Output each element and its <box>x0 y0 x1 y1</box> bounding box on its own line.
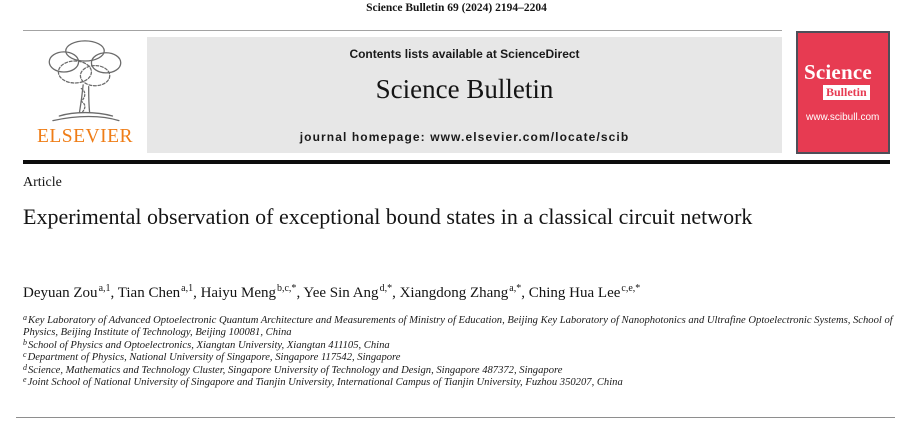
journal-cover <box>796 31 890 154</box>
author-name: Ching Hua Lee <box>528 285 621 301</box>
journal-banner <box>147 37 782 153</box>
affiliation-text: Joint School of National University of Singapore and Tianjin University, International Campus of Tianjin University, Fuzhou 350207, China <box>27 377 623 389</box>
elsevier-tree-icon <box>23 37 147 129</box>
author-separator: , <box>392 285 400 301</box>
affiliation-item <box>23 337 897 352</box>
cover-subtitle: Bulletin <box>823 85 870 100</box>
elsevier-logo <box>23 36 147 153</box>
homepage-line <box>147 130 782 144</box>
author-name: Haiyu Meng <box>200 285 276 301</box>
author-separator: , <box>521 285 529 301</box>
contents-prefix: Contents lists available at <box>349 47 501 61</box>
header-divider <box>23 160 890 164</box>
author-superscript: a,* <box>509 283 522 294</box>
bottom-divider <box>16 417 895 418</box>
cover-title: Science <box>804 60 872 84</box>
author-superscript: d,* <box>379 283 393 294</box>
sciencedirect-link[interactable]: ScienceDirect <box>500 47 580 61</box>
affiliation-list <box>23 315 897 389</box>
cover-url: www.scibull.com <box>806 112 880 123</box>
homepage-label: journal homepage: <box>299 130 431 144</box>
affiliation-text: Key Laboratory of Advanced Optoelectronic Quantum Architecture and Measurements of Ministry of Education, Beijing Key Laboratory of Nanophotonics and Ultrafine Optoelectronic Systems, School of Physics, Beijing Institute of Technology, Beijing 100081, China <box>23 315 893 339</box>
elsevier-wordmark: ELSEVIER <box>36 126 134 147</box>
page-title: Experimental observation of exceptional bound states in a classical circuit network <box>23 204 753 229</box>
affiliation-label: c <box>23 350 27 360</box>
affiliation-item <box>23 352 897 364</box>
author-superscript: a,1 <box>181 283 194 294</box>
affiliation-item <box>23 315 897 340</box>
journal-citation: Science Bulletin 69 (2024) 2194–2204 <box>366 2 547 14</box>
affiliation-item <box>23 377 897 389</box>
affiliation-label: b <box>23 337 27 347</box>
author-name: Yee Sin Ang <box>303 285 379 301</box>
author-separator: , <box>110 285 118 301</box>
article-type-label: Article <box>23 175 62 190</box>
affiliation-label: d <box>23 362 27 372</box>
author-separator: , <box>193 285 201 301</box>
author-line <box>23 285 903 302</box>
homepage-url-link[interactable]: www.elsevier.com/locate/scib <box>430 130 630 144</box>
contents-line <box>147 37 782 61</box>
author-superscript: c,e,* <box>621 283 641 294</box>
journal-name: Science Bulletin <box>375 74 554 104</box>
author-separator: , <box>296 285 304 301</box>
author-name: Xiangdong Zhang <box>399 285 509 301</box>
affiliation-text: Science, Mathematics and Technology Cluster, Singapore University of Technology and Design, Singapore 487372, Singapore <box>28 364 563 376</box>
author-superscript: a,1 <box>98 283 111 294</box>
affiliation-text: School of Physics and Optoelectronics, Xiangtan University, Xiangtan 411105, China <box>28 339 390 351</box>
author-superscript: b,c,* <box>276 283 297 294</box>
affiliation-item <box>23 362 897 377</box>
affiliation-label: a <box>23 313 27 322</box>
affiliation-label: e <box>23 375 27 385</box>
author-name: Deyuan Zou <box>23 285 98 301</box>
affiliation-text: Department of Physics, National University of Singapore, Singapore 117542, Singapore <box>27 352 401 364</box>
author-name: Tian Chen <box>117 285 181 301</box>
top-divider <box>23 30 782 31</box>
